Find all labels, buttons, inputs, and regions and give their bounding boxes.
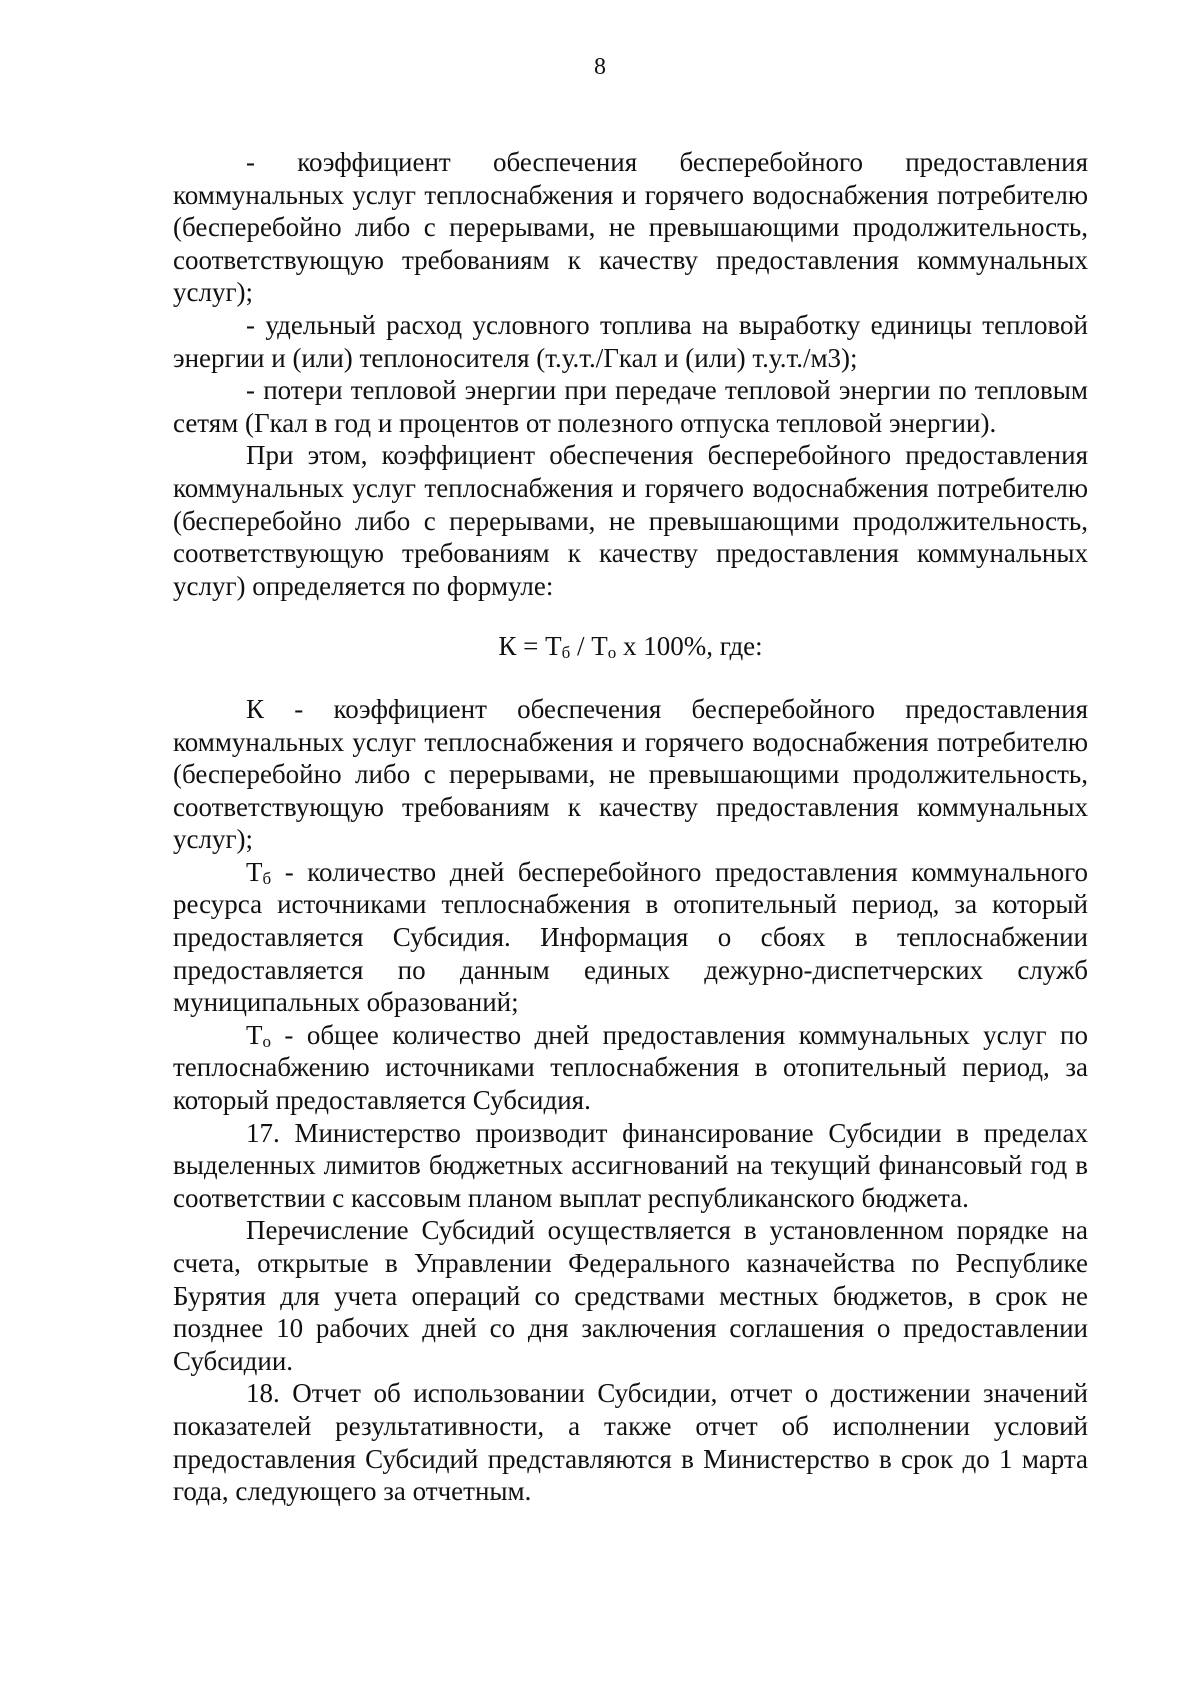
paragraph-coefficient-item: - коэффициент обеспечения бесперебойного предоставления коммунальных услуг теплоснабжения и горячего водоснабжения потребителю (бесперебойно либо с перерывами, не превышающими продолжительность, соответствующую требованиям к качеству предоставления коммунальных услуг);	[173, 147, 1088, 308]
formula-slash: / Т	[570, 631, 608, 662]
formula-sub-o: о	[607, 643, 617, 663]
to-subscript: о	[262, 1031, 271, 1051]
to-symbol: Т	[246, 1019, 263, 1050]
formula-rest: х 100%, где:	[616, 631, 763, 662]
paragraph-heat-losses-item: - потери тепловой энергии при передаче тепловой энергии по тепловым сетям (Гкал в год и процентов от полезного отпуска тепловой энергии).	[173, 375, 1088, 438]
definition-to	[173, 1019, 1088, 1117]
clause-17-transfer: Перечисление Субсидий осуществляется в установленном порядке на счета, открытые в Управлении Федерального казначейства по Республике Бурятия для учета операций со средствами местных бюджетов, в срок не позднее 10 рабочих дней со дня заключения соглашения о предоставлении Субсидии.	[173, 1215, 1088, 1376]
tb-symbol: Т	[246, 856, 263, 887]
clause-18: 18. Отчет об использовании Субсидии, отчет о достижении значений показателей результативности, а также отчет об исполнении условий предоставления Субсидий представляются в Министерство в срок до 1 марта года, следующего за отчетным.	[173, 1378, 1088, 1507]
paragraph-formula-intro: При этом, коэффициент обеспечения бесперебойного предоставления коммунальных услуг теплоснабжения и горячего водоснабжения потребителю (бесперебойно либо с перерывами, не превышающими продолжительность, соответствующую требованиям к качеству предоставления коммунальных услуг) определяется по формуле:	[173, 440, 1088, 601]
tb-definition-text: - количество дней бесперебойного предоставления коммунального ресурса источниками теплоснабжения в отопительный период, за который предоставляется Субсидия. Информация о сбоях в теплоснабжении предоставляется по данным единых дежурно-диспетчерских служб муниципальных образований;	[173, 856, 1088, 1018]
page-number: 8	[594, 54, 606, 80]
definition-tb	[173, 856, 1088, 1019]
tb-subscript: б	[262, 868, 272, 888]
formula-sub-b: б	[561, 643, 571, 663]
formula	[173, 630, 1088, 663]
to-definition-text: - общее количество дней предоставления коммунальных услуг по теплоснабжению источниками теплоснабжения в отопительный период, за который предоставляется Субсидия.	[173, 1019, 1088, 1116]
document-body	[173, 146, 1088, 1508]
paragraph-fuel-consumption-item: - удельный расход условного топлива на выработку единицы тепловой энергии и (или) теплоносителя (т.у.т./Гкал и (или) т.у.т./м3);	[173, 309, 1088, 373]
clause-17: 17. Министерство производит финансирование Субсидии в пределах выделенных лимитов бюджетных ассигнований на текущий финансовый год в соответствии с кассовым планом выплат республиканского бюджета.	[173, 1117, 1088, 1213]
definition-k: К - коэффициент обеспечения бесперебойного предоставления коммунальных услуг теплоснабжения и горячего водоснабжения потребителю (бесперебойно либо с перерывами, не превышающими продолжительность, соответствующую требованиям к качеству предоставления коммунальных услуг);	[173, 693, 1088, 855]
formula-k: К = Т	[498, 631, 562, 662]
